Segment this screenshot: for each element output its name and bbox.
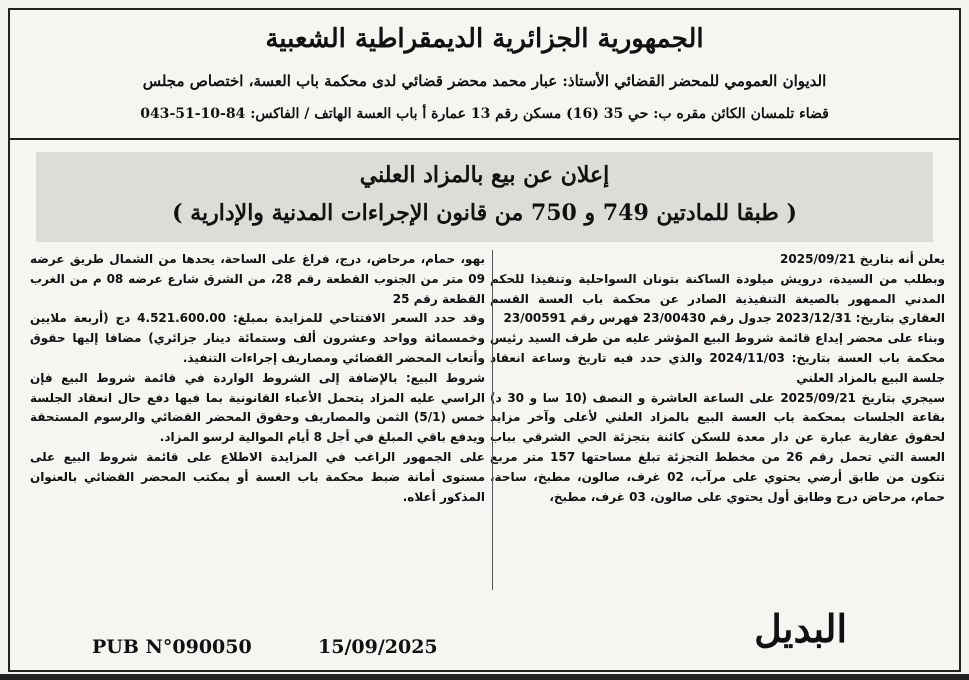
paragraph: يعلن أنه بتاريخ 2025/09/21 bbox=[780, 252, 945, 266]
notice-subtitle: ( طبقا للمادتين 749 و 750 من قانون الإجراءات المدنية والإدارية ) bbox=[172, 200, 797, 226]
replacement-label: البديل bbox=[754, 606, 847, 651]
paragraph: وبطلب من السيدة، درويش ميلودة الساكنة بتونان السواحلية وتنفيذا للحكم المدني الممهور بالصيغة التنفيذية الصادر عن محكمة باب العسة القسم العقاري بتاريخ: 2023/12/31 جدول رقم 23/00430 فهرس رقم 23/00591 bbox=[490, 271, 945, 326]
publication-date: 15/09/2025 bbox=[318, 636, 438, 658]
legal-notice bbox=[8, 8, 961, 672]
column-divider bbox=[492, 250, 493, 590]
paragraph: شروط البيع: بالإضافة إلى الشروط الواردة في قائمة شروط البيع فإن الراسي عليه المزاد يتحمل الأعباء القانونية بما فيها دفع حال انعقاد الجلسة خمس (5/1) الثمن والمصاريف وحقوق المحضر القضائي والرسوم المستحقة ويدفع باقي المبلغ في أجل 8 أيام الموالية لرسو المزاد. bbox=[30, 370, 485, 445]
body-column-left bbox=[30, 250, 485, 507]
title-box bbox=[36, 152, 933, 242]
notice-title: إعلان عن بيع بالمزاد العلني bbox=[359, 162, 610, 188]
bottom-border bbox=[0, 674, 969, 680]
paragraph: وقد حدد السعر الافتتاحي للمزايدة بمبلغ: 4.521.600.00 دج (أربعة ملايين وخمسمائة وواحد وعشرون ألف وستمائة دينار جزائري) مضافا إليها حقوق وأتعاب المحضر القضائي ومصاريف إجراءات التنفيذ. bbox=[30, 311, 485, 365]
paragraph: على الجمهور الراغب في المزايدة الاطلاع على قائمة شروط البيع على مستوى أمانة ضبط محكمة باب العسة أو بمكتب المحضر القضائي بالعنوان المذكور أعلاه. bbox=[30, 449, 485, 504]
paragraph: بهو، حمام، مرحاض، درج، فراغ على الساحة، يحدها من الشمال طريق عرضه 09 متر من الجنوب القطعة رقم 28، من الشرق شارع عرضه 08 م من الغرب القطعة رقم 25 bbox=[30, 252, 485, 306]
paragraph: سيجري بتاريخ 2025/09/21 على الساعة العاشرة و النصف (10 سا و 30 د) بقاعة الجلسات بمحكمة باب العسة البيع بالمزاد العلني لأعلى وآخر مزايد لحقوق عقارية عبارة عن دار معدة للسكن كائنة بتجزئة الحي الشرقي بباب العسة التي تحمل رقم 26 من مخطط التجزئة تبلغ مساحتها 157 متر مربع تتكون من طابق أرضي يحتوي على مرآب، 02 غرف، صالون، مطبخ، ساحة، حمام، مرحاض درج وطابق أول يحتوي على صالون، 03 غرف، مطبخ، bbox=[490, 390, 946, 504]
bailiff-office-line-1: الديوان العمومي للمحضر القضائي الأستاذ: عبار محمد محضر قضائي لدى محكمة باب العسة، اختصاص مجلس bbox=[142, 72, 827, 90]
republic-heading: الجمهورية الجزائرية الديمقراطية الشعبية bbox=[265, 24, 704, 54]
publication-number: PUB N°090050 bbox=[92, 636, 252, 658]
bailiff-office-line-2: قضاء تلمسان الكائن مقره ب: حي 35 (16) مسكن رقم 13 عمارة أ باب العسة الهاتف / الفاكس: 84-10-51-043 bbox=[140, 106, 829, 122]
paragraph: وبناء على محضر إيداع قائمة شروط البيع المؤشر عليه من طرف السيد رئيس محكمة باب العسة بتاريخ: 2024/11/03 والذي حدد فيه تاريخ وساعة انعقاد جلسة البيع بالمزاد العلني bbox=[490, 331, 946, 385]
body-column-right bbox=[490, 250, 945, 507]
header-divider bbox=[10, 138, 959, 140]
